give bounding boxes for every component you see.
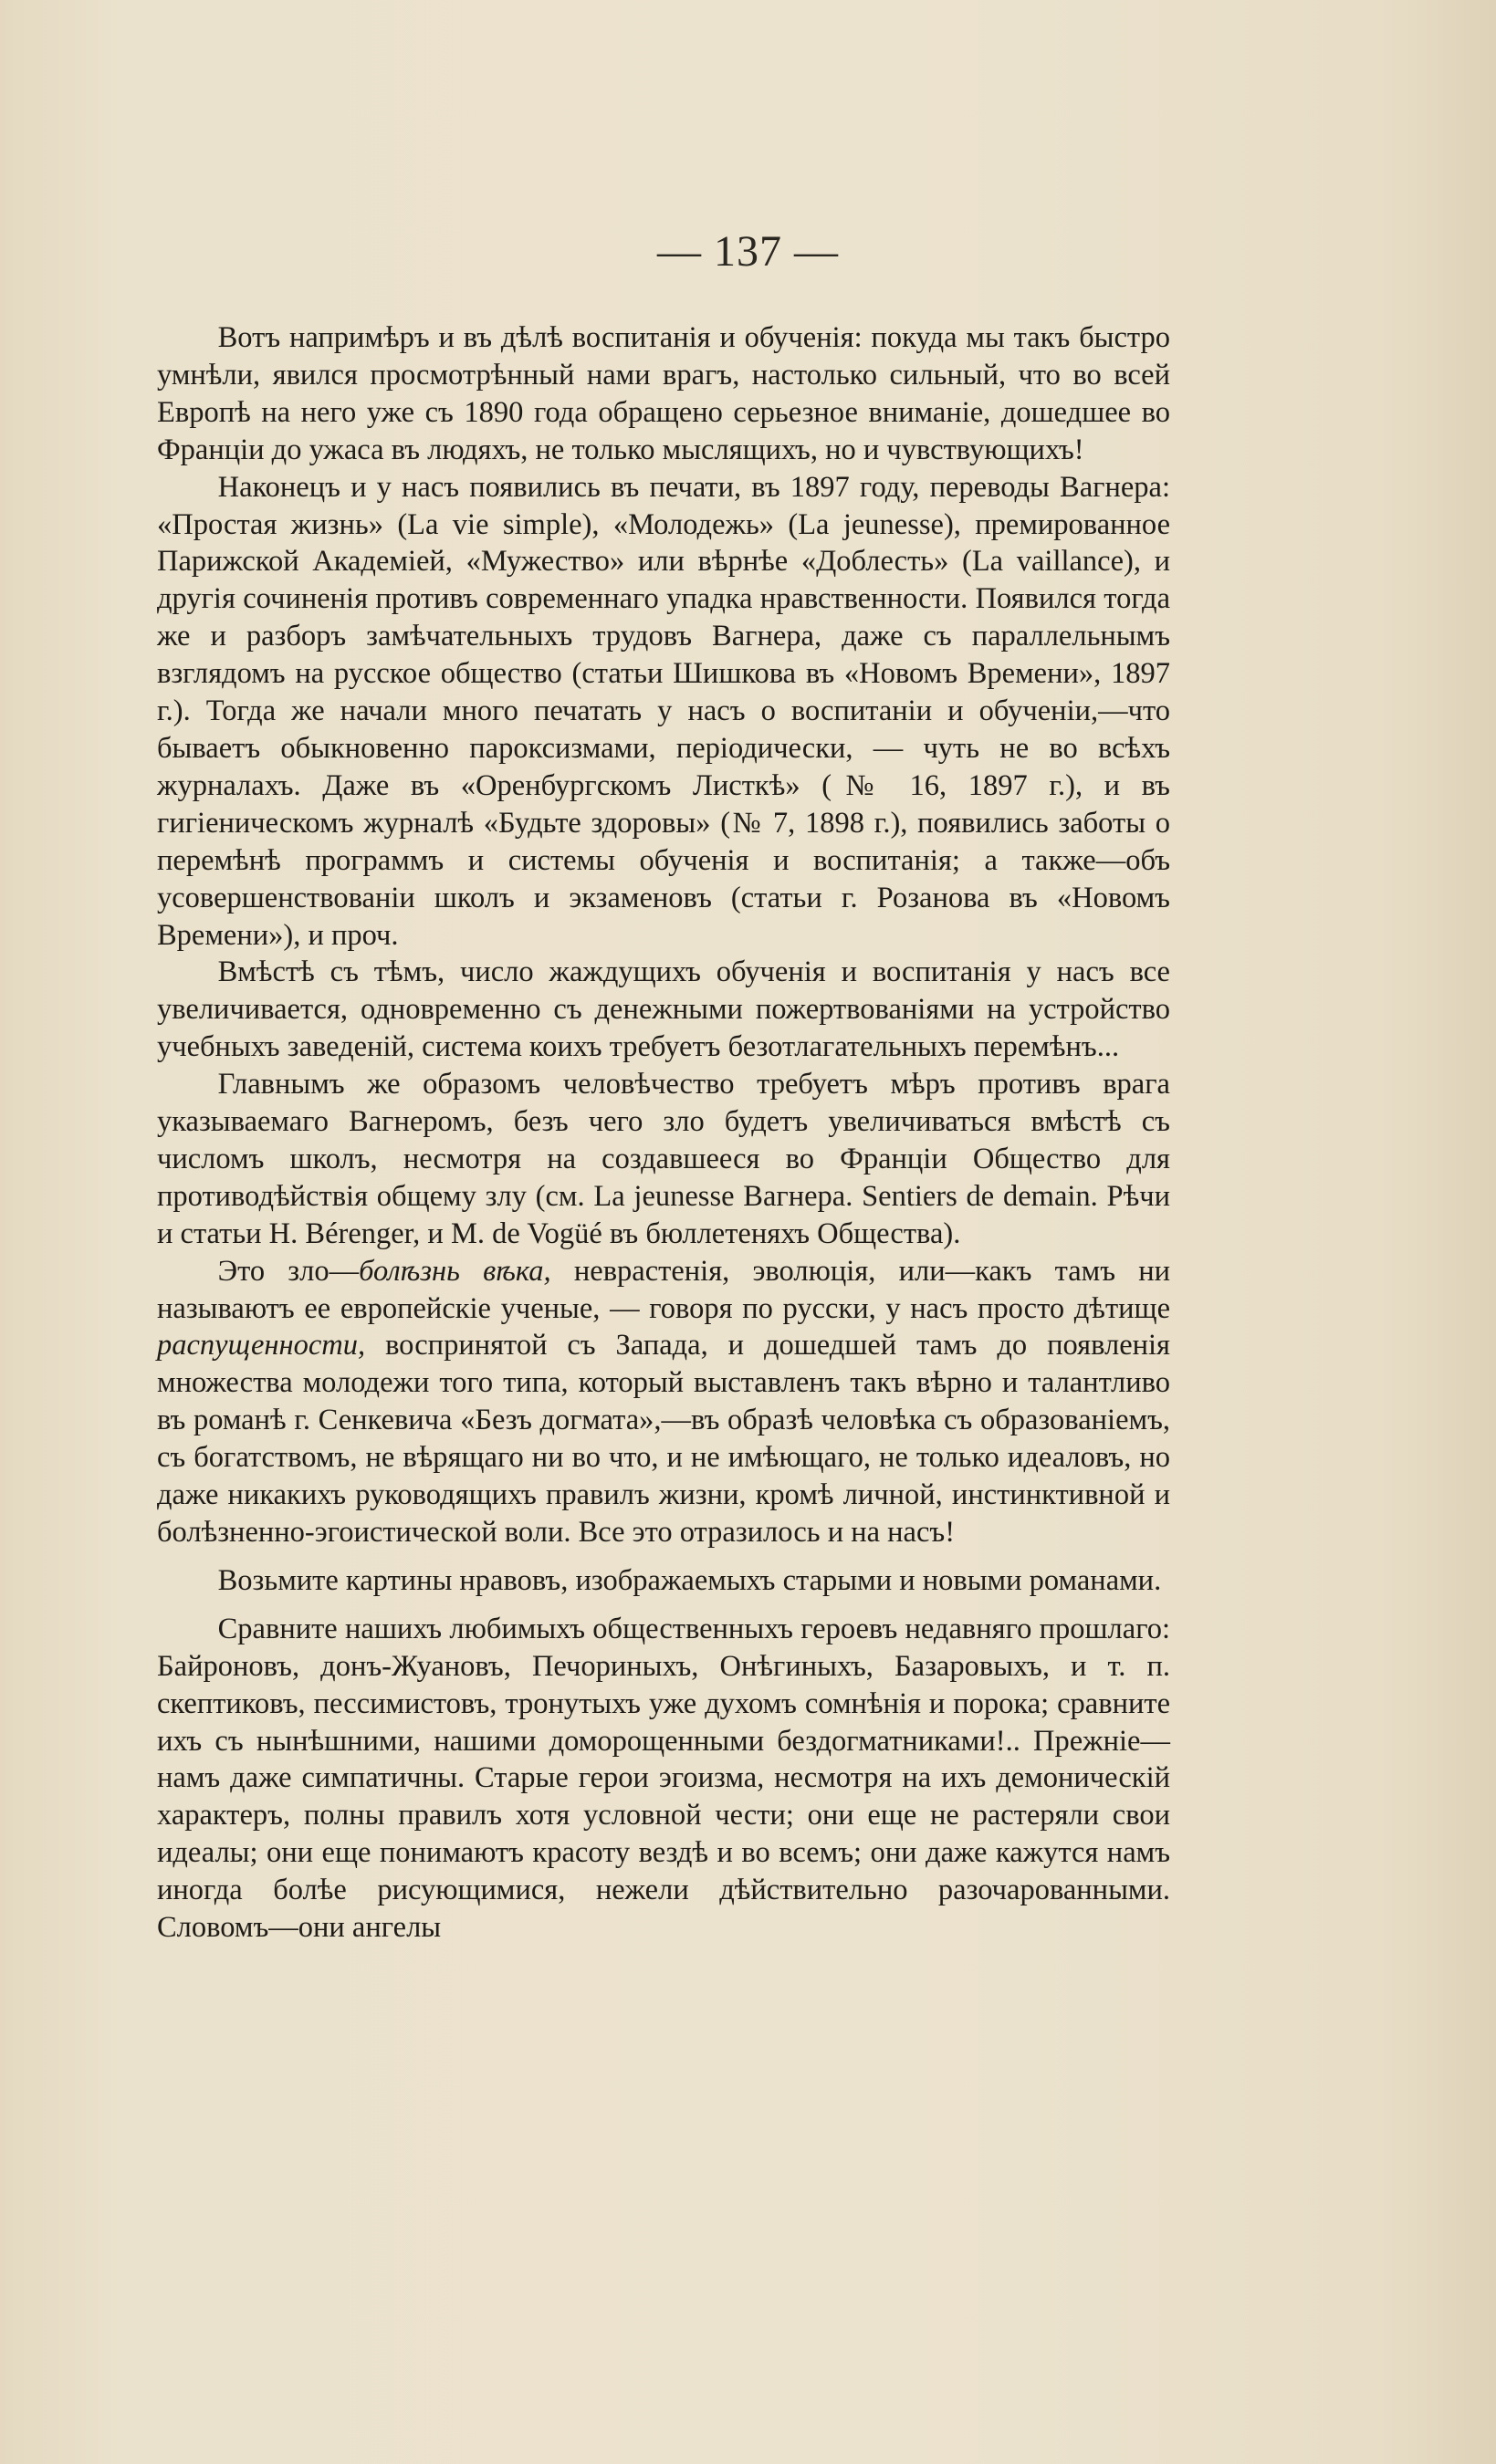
paragraph-5-before: Это зло— (217, 1254, 360, 1288)
paragraph-5-middle: неврастенія, эволюція, или—какъ тамъ ни называютъ ее европейскіе ученые, — говоря по русски, у насъ просто дѣтище (157, 1254, 1170, 1325)
paragraph-5 (157, 1253, 1170, 1551)
page-body (157, 319, 1170, 1947)
paragraph-3: Вмѣстѣ съ тѣмъ, число жаждущихъ обученія и воспитанія у насъ все увеличивается, одновременно съ денежными пожертвованіями на устройство учебныхъ заведеній, система коихъ требуетъ безотлагательныхъ перемѣнъ... (157, 955, 1170, 1064)
paragraph-2: Наконецъ и у насъ появились въ печати, въ 1897 году, переводы Вагнера: «Простая жизнь» (La vie simple), «Молодежь» (La jeunesse), премированное Парижской Академіей, «Мужество» или вѣрнѣе «Доблесть» (La vaillance), и другія сочиненія противъ современнаго упадка нравственности. Появился тогда же и разборъ замѣчательныхъ трудовъ Вагнера, даже съ параллельнымъ взглядомъ на русское общество (статьи Шишкова въ «Новомъ Времени», 1897 г.). Тогда же начали много печатать у насъ о воспитаніи и обученіи,—что бываетъ обыкновенно пароксизмами, періодически, — чуть не во всѣхъ журналахъ. Даже въ «Оренбургскомъ Листкѣ» (№ 16, 1897 г.), и въ гигіеническомъ журналѣ «Будьте здоровы» (№ 7, 1898 г.), появились заботы о перемѣнѣ программъ и системы обученія и воспитанія; а также—объ усовершенствованіи школъ и экзаменовъ (статьи г. Розанова въ «Новомъ Времени»), и проч. (157, 470, 1170, 952)
paragraph-4: Главнымъ же образомъ человѣчество требуетъ мѣръ противъ врага указываемаго Вагнеромъ, безъ чего зло будетъ увеличиваться вмѣстѣ съ числомъ школъ, несмотря на создавшееся во Франціи Общество для противодѣйствія общему злу (см. La jeunesse Вагнера. Sentiers de demain. Рѣчи и статьи Н. Bérenger, и M. de Vogüé въ бюллетеняхъ Общества). (157, 1068, 1170, 1250)
emphasis-licentiousness: распущенности, (157, 1329, 366, 1363)
paragraph-7: Сравните нашихъ любимыхъ общественныхъ героевъ недавняго прошлаго: Байроновъ, донъ-Жуановъ, Печориныхъ, Онѣгиныхъ, Базаровыхъ, и т. п. скептиковъ, пессимистовъ, тронутыхъ уже духомъ сомнѣнія и порока; сравните ихъ съ нынѣшними, нашими доморощенными бездогматниками!.. Прежніе—намъ даже симпатичны. Старые герои эгоизма, несмотря на ихъ демоническій характеръ, полны правилъ хотя условной чести; они еще не растеряли свои идеалы; они еще понимаютъ красоту вездѣ и во всемъ; они даже кажутся намъ иногда болѣе рисующимися, нежели дѣйствительно разочарованными. Словомъ—они ангелы (157, 1612, 1170, 1945)
paragraph-1: Вотъ напримѣръ и въ дѣлѣ воспитанія и обученія: покуда мы такъ быстро умнѣли, явился просмотрѣнный нами врагъ, настолько сильный, что во всей Европѣ на него уже съ 1890 года обращено серьезное вниманіе, дошедшее во Франціи до ужаса въ людяхъ, не только мыслящихъ, но и чувствующихъ! (157, 321, 1170, 466)
emphasis-illness-of-century: болѣзнь вѣка, (359, 1254, 551, 1288)
paragraph-5-after: воспринятой съ Запада, и дошедшей тамъ до появленія множества молодежи того типа, который выставленъ такъ вѣрно и талантливо въ романѣ г. Сенкевича «Безъ догмата»,—въ образѣ человѣка съ образованіемъ, съ богатствомъ, не вѣрящаго ни во что, и не имѣющаго, не только идеаловъ, но даже никакихъ руководящихъ правилъ жизни, кромѣ личной, инстинктивной и болѣзненно-эгоистической воли. Все это отразилось и на насъ! (157, 1329, 1170, 1549)
page-number: — 137 — (657, 227, 839, 276)
paragraph-6: Возьмите картины нравовъ, изображаемыхъ старыми и новыми романами. (217, 1563, 1162, 1597)
